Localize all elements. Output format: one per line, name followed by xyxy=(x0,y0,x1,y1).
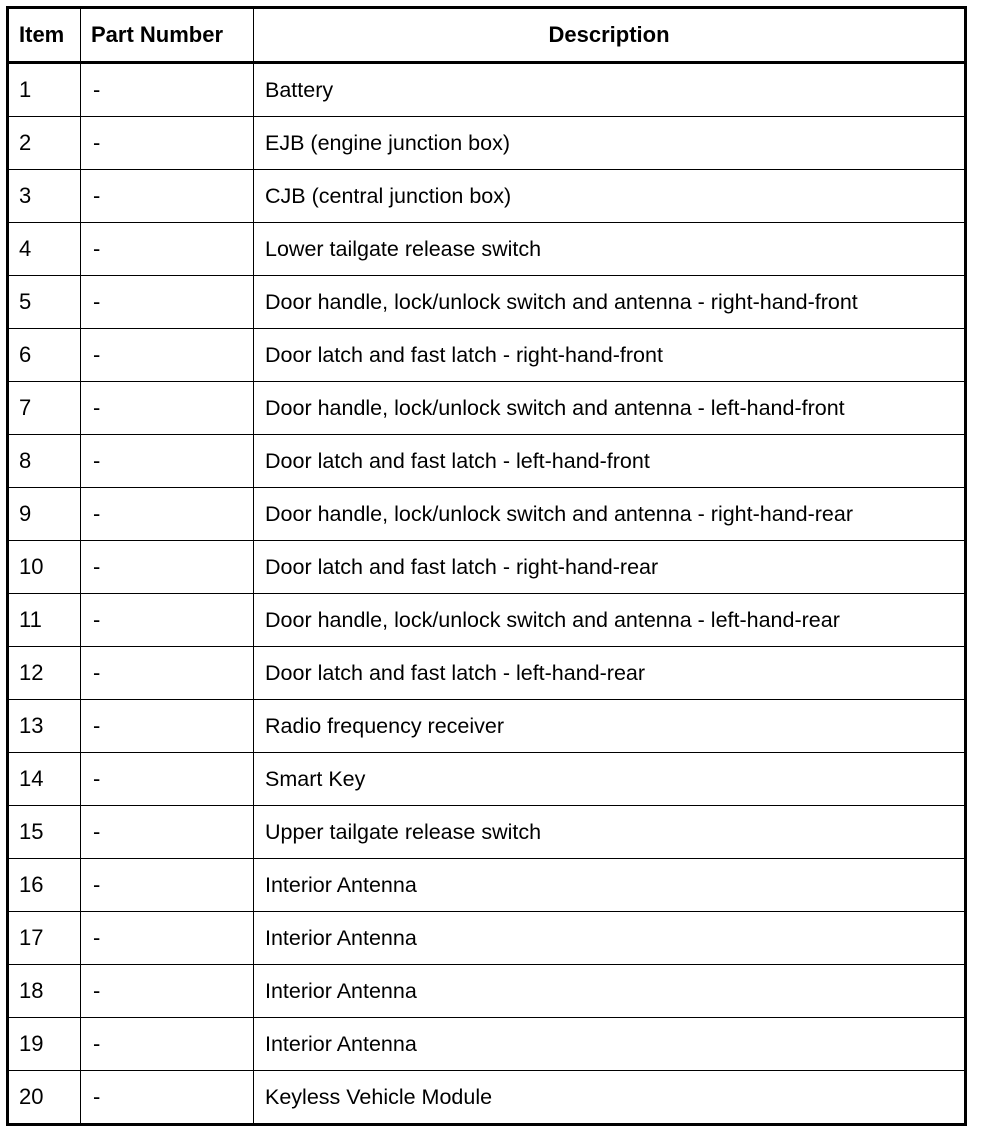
description-cell: Interior Antenna xyxy=(254,1018,966,1071)
item-cell: 4 xyxy=(8,223,81,276)
item-cell: 13 xyxy=(8,700,81,753)
item-cell: 15 xyxy=(8,806,81,859)
description-cell: CJB (central junction box) xyxy=(254,170,966,223)
part-number-cell: - xyxy=(81,63,254,117)
table-row xyxy=(8,594,966,647)
description-cell: Interior Antenna xyxy=(254,912,966,965)
table-row xyxy=(8,117,966,170)
part-number-cell: - xyxy=(81,1071,254,1125)
item-column-header: Item xyxy=(8,8,81,63)
table-row xyxy=(8,541,966,594)
item-cell: 2 xyxy=(8,117,81,170)
table-row xyxy=(8,859,966,912)
part-number-cell: - xyxy=(81,700,254,753)
part-number-cell: - xyxy=(81,806,254,859)
table-row xyxy=(8,488,966,541)
item-cell: 14 xyxy=(8,753,81,806)
description-cell: Door latch and fast latch - right-hand-rear xyxy=(254,541,966,594)
part-number-cell: - xyxy=(81,117,254,170)
description-cell: Battery xyxy=(254,63,966,117)
item-cell: 18 xyxy=(8,965,81,1018)
item-cell: 12 xyxy=(8,647,81,700)
description-cell: Door latch and fast latch - right-hand-front xyxy=(254,329,966,382)
item-cell: 1 xyxy=(8,63,81,117)
description-cell: Door latch and fast latch - left-hand-front xyxy=(254,435,966,488)
item-cell: 16 xyxy=(8,859,81,912)
part-number-cell: - xyxy=(81,647,254,700)
table-row xyxy=(8,965,966,1018)
description-cell: Upper tailgate release switch xyxy=(254,806,966,859)
table-row xyxy=(8,1071,966,1125)
part-number-column-header: Part Number xyxy=(81,8,254,63)
table-row xyxy=(8,647,966,700)
part-number-cell: - xyxy=(81,541,254,594)
table-row xyxy=(8,435,966,488)
part-number-cell: - xyxy=(81,753,254,806)
description-cell: Interior Antenna xyxy=(254,965,966,1018)
part-number-cell: - xyxy=(81,965,254,1018)
item-cell: 11 xyxy=(8,594,81,647)
table-row xyxy=(8,170,966,223)
description-cell: Door handle, lock/unlock switch and antenna - right-hand-rear xyxy=(254,488,966,541)
description-cell: Radio frequency receiver xyxy=(254,700,966,753)
part-number-cell: - xyxy=(81,1018,254,1071)
table-row xyxy=(8,912,966,965)
table-row xyxy=(8,223,966,276)
part-number-cell: - xyxy=(81,223,254,276)
description-cell: EJB (engine junction box) xyxy=(254,117,966,170)
item-cell: 6 xyxy=(8,329,81,382)
description-cell: Smart Key xyxy=(254,753,966,806)
part-number-cell: - xyxy=(81,435,254,488)
part-number-cell: - xyxy=(81,382,254,435)
part-number-cell: - xyxy=(81,488,254,541)
description-cell: Door handle, lock/unlock switch and antenna - left-hand-front xyxy=(254,382,966,435)
item-cell: 5 xyxy=(8,276,81,329)
item-cell: 7 xyxy=(8,382,81,435)
part-number-cell: - xyxy=(81,329,254,382)
table-row xyxy=(8,1018,966,1071)
description-cell: Door handle, lock/unlock switch and antenna - left-hand-rear xyxy=(254,594,966,647)
item-cell: 20 xyxy=(8,1071,81,1125)
description-cell: Door handle, lock/unlock switch and antenna - right-hand-front xyxy=(254,276,966,329)
item-cell: 3 xyxy=(8,170,81,223)
table-row xyxy=(8,700,966,753)
item-cell: 17 xyxy=(8,912,81,965)
part-number-cell: - xyxy=(81,170,254,223)
table-row xyxy=(8,63,966,117)
item-cell: 19 xyxy=(8,1018,81,1071)
description-cell: Keyless Vehicle Module xyxy=(254,1071,966,1125)
parts-table xyxy=(6,6,967,1126)
table-row xyxy=(8,806,966,859)
part-number-cell: - xyxy=(81,276,254,329)
description-cell: Interior Antenna xyxy=(254,859,966,912)
table-row xyxy=(8,382,966,435)
item-cell: 10 xyxy=(8,541,81,594)
item-cell: 8 xyxy=(8,435,81,488)
description-cell: Lower tailgate release switch xyxy=(254,223,966,276)
description-column-header: Description xyxy=(254,8,966,63)
part-number-cell: - xyxy=(81,859,254,912)
part-number-cell: - xyxy=(81,912,254,965)
table-row xyxy=(8,329,966,382)
item-cell: 9 xyxy=(8,488,81,541)
table-body xyxy=(8,63,966,1125)
part-number-cell: - xyxy=(81,594,254,647)
table-row xyxy=(8,753,966,806)
header-row xyxy=(8,8,966,63)
table-row xyxy=(8,276,966,329)
description-cell: Door latch and fast latch - left-hand-rear xyxy=(254,647,966,700)
table-header xyxy=(8,8,966,63)
